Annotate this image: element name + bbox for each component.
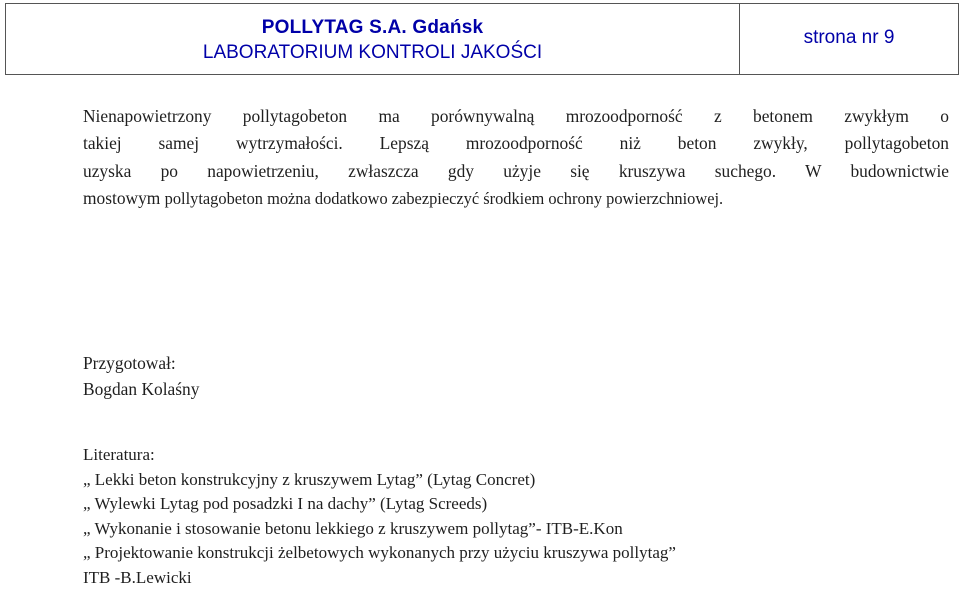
prepared-by-block: [83, 350, 949, 402]
paragraph-line: uzyska po napowietrzeniu, zwłaszcza gdy użyje się kruszywa suchego. W budownictwie: [83, 158, 949, 185]
paragraph-line: takiej samej wytrzymałości. Lepszą mrozoodporność niż beton zwykły, pollytagobeton: [83, 130, 949, 157]
literature-item: „ Wykonanie i stosowanie betonu lekkiego z kruszywem pollytag”- ITB-E.Kon: [83, 517, 949, 542]
company-name: POLLYTAG S.A. Gdańsk: [6, 16, 739, 40]
paragraph-fragment-small: pollytagobeton można dodatkowo zabezpieczyć środkiem ochrony powierzchniowej.: [165, 189, 723, 208]
literature-item: ITB -B.Lewicki: [83, 566, 949, 590]
literature-item: „ Projektowanie konstrukcji żelbetowych wykonanych przy użyciu kruszywa pollytag”: [83, 541, 949, 566]
literature-item: „ Lekki beton konstrukcyjny z kruszywem Lytag” (Lytag Concret): [83, 468, 949, 493]
page-number: strona nr 9: [804, 27, 895, 49]
literature-label: Literatura:: [83, 443, 949, 468]
prepared-label: Przygotował:: [83, 350, 949, 376]
paragraph-line: Nienapowietrzony pollytagobeton ma porównywalną mrozoodporność z betonem zwykłym o: [83, 103, 949, 130]
page-number-cell: [740, 4, 958, 74]
header-title-cell: [6, 4, 740, 74]
literature-item: „ Wylewki Lytag pod posadzki I na dachy” (Lytag Screeds): [83, 492, 949, 517]
paragraph-line: [83, 185, 949, 212]
lab-name: LABORATORIUM KONTROLI JAKOŚCI: [6, 41, 739, 65]
literature-block: [83, 443, 949, 590]
page-header: [5, 3, 959, 75]
paragraph-fragment: mostowym: [83, 188, 165, 208]
prepared-name: Bogdan Kolaśny: [83, 376, 949, 402]
body-paragraph: [83, 103, 949, 212]
